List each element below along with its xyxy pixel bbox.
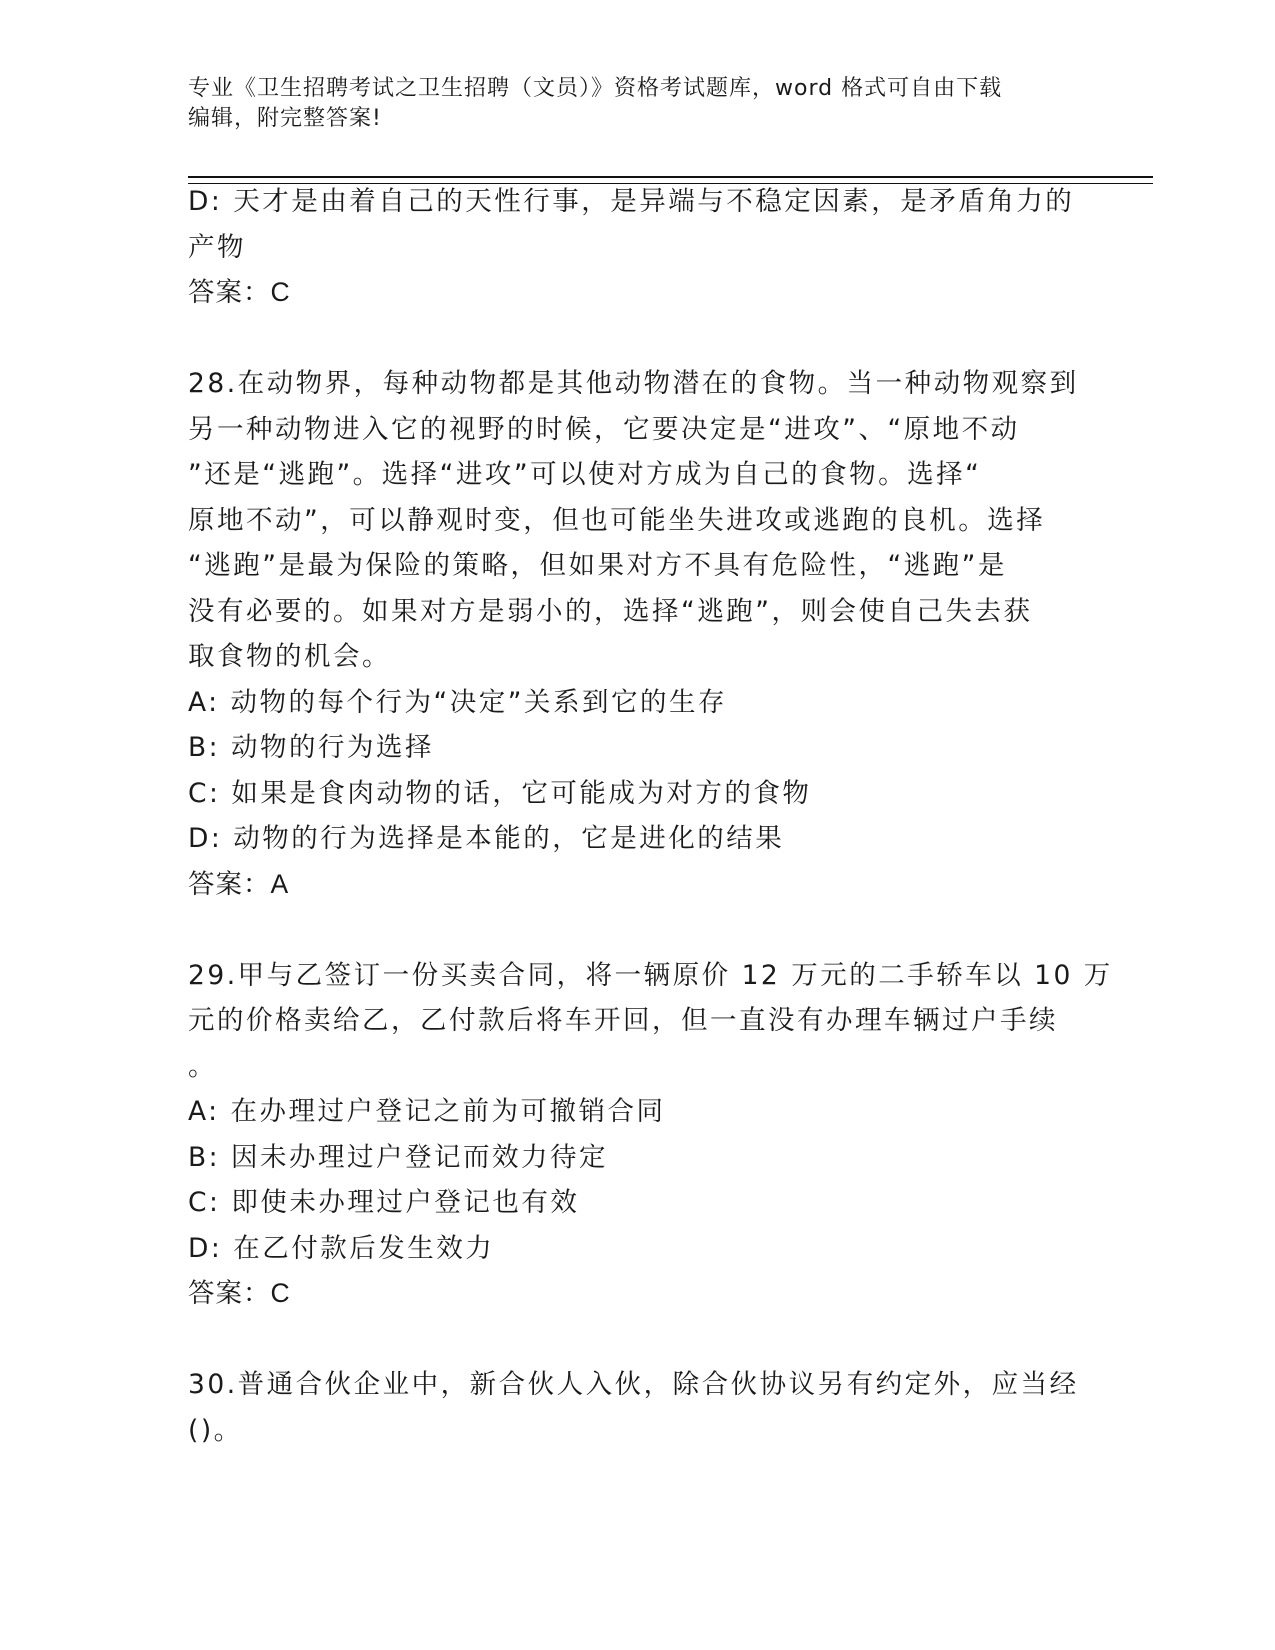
- q29-option-d: D: 在乙付款后发生效力: [188, 1232, 495, 1264]
- question-27-tail: [188, 179, 1088, 316]
- q28-option-a: A: 动物的每个行为“决定”关系到它的生存: [188, 686, 727, 718]
- q27-option-d-line-2: 产物: [188, 231, 246, 263]
- q28-answer: 答案：A: [188, 868, 290, 899]
- q29-stem-line-1: 29.甲与乙签订一份买卖合同，将一辆原价 12 万元的二手轿车以 10 万: [188, 959, 1113, 991]
- document-header: [188, 74, 1068, 134]
- q28-stem-line-7: 取食物的机会。: [188, 641, 391, 672]
- q29-option-b: B: 因未办理过户登记而效力待定: [188, 1141, 609, 1173]
- question-28: [188, 361, 1088, 907]
- q29-answer: 答案：C: [188, 1278, 291, 1308]
- q27-answer: 答案：C: [188, 277, 291, 307]
- question-30: [188, 1362, 1088, 1453]
- q29-option-c: C: 即使未办理过户登记也有效: [188, 1187, 580, 1218]
- question-29: [188, 953, 1113, 1317]
- q28-option-b: B: 动物的行为选择: [188, 732, 435, 763]
- header-title-line-2: 编辑，附完整答案!: [188, 106, 382, 131]
- q28-stem-line-2: 另一种动物进入它的视野的时候，它要决定是“进攻”、“原地不动: [188, 413, 1020, 445]
- question-list: [188, 179, 1113, 1453]
- q28-stem-line-4: 原地不动”，可以静观时变，但也可能坐失进攻或逃跑的良机。选择: [188, 504, 1046, 536]
- question-spacer: [188, 1317, 1088, 1363]
- question-spacer: [188, 907, 1088, 953]
- header-divider-thick: [188, 176, 1153, 178]
- q28-stem-line-5: “逃跑”是最为保险的策略，但如果对方不具有危险性，“逃跑”是: [188, 550, 1007, 581]
- q29-stem-line-2: 元的价格卖给乙，乙付款后将车开回，但一直没有办理车辆过户手续: [188, 1005, 1058, 1036]
- q30-stem-line-1: 30.普通合伙企业中，新合伙人入伙，除合伙协议另有约定外，应当经: [188, 1369, 1079, 1400]
- q28-stem-line-6: 没有必要的。如果对方是弱小的，选择“逃跑”，则会使自己失去获: [188, 595, 1033, 627]
- q28-stem-line-1: 28.在动物界，每种动物都是其他动物潜在的食物。当一种动物观察到: [188, 368, 1079, 399]
- q28-option-d: D: 动物的行为选择是本能的，它是进化的结果: [188, 823, 785, 854]
- question-spacer: [188, 316, 1088, 362]
- q29-stem-line-3: 。: [188, 1050, 217, 1082]
- q27-option-d-line-1: D: 天才是由着自己的天性行事，是异端与不稳定因素，是矛盾角力的: [188, 186, 1075, 217]
- q28-stem-line-3: ”还是“逃跑”。选择“进攻”可以使对方成为自己的食物。选择“: [188, 459, 982, 490]
- q29-option-a: A: 在办理过户登记之前为可撤销合同: [188, 1096, 666, 1127]
- q28-option-c: C: 如果是食肉动物的话，它可能成为对方的食物: [188, 777, 812, 809]
- q30-stem-line-2: ()。: [188, 1414, 243, 1446]
- header-title-line-1: 专业《卫生招聘考试之卫生招聘（文员）》资格考试题库，word 格式可自由下载: [188, 76, 1003, 101]
